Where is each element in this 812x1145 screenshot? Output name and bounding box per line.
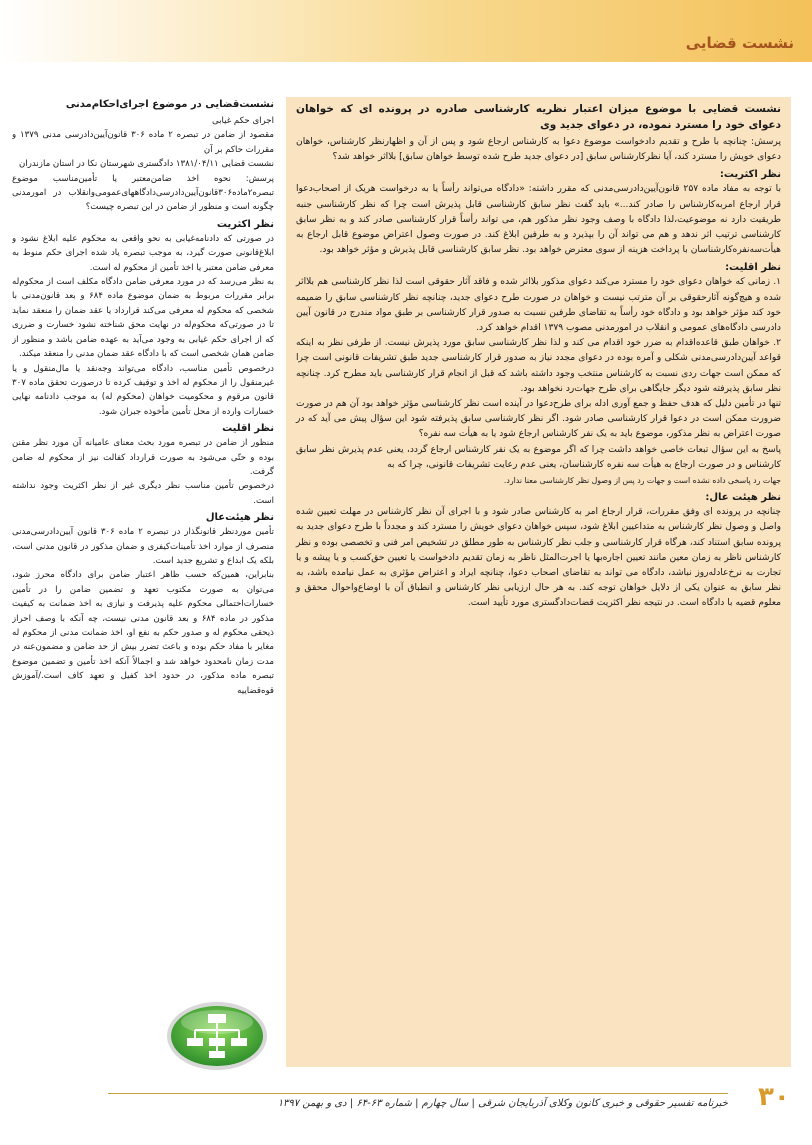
left-question: پرسش: نحوه اخذ ضامن‌معتبر یا تأمین‌مناسب موضوع تبصره۲ماده۳۰۶قانون‌آیین‌دادرسی‌دادگاههای‌عمومی‌وانقلاب در امورمدنی چگونه است و منظور از ضامن در این تبصره چیست؟ [12, 173, 274, 213]
left-minority-text-2: درخصوص تأمین مناسب نظر دیگری غیر از نظر اکثریت وجود نداشته است. [12, 481, 274, 506]
majority-text: با توجه به مفاد ماده ۲۵۷ قانون‌آیین‌دادرسی‌مدنی که مقرر داشته: «دادگاه می‌تواند رأساً یا به درخواست هریک از اصحاب‌دعوا قرار ارجاع امربه‌کارشناس را صادر کند...» باید گفت نظر سابق کارشناسی قابل پذیرش است چرا که نظر کارشناسی جنبه طریقیت دارد نه موضوعیت،لذا دادگاه با وصف وجود نظر مذکور هم، می تواند رأساً قرار کارشناسی صادر کند و به نظر سابق کارشناسی ترتیب اثر ندهد و هم می تواند آن را بپذیرد و به طرفین ابلاغ کند. در صورت وصول اعتراض موضوع قابل ارجاع به هیأت‌سه‌نفره‌کارشناسان با پرداخت هزینه از سوی معترض خواهد بود. نظر سابق کارشناسی قابل پذیرش و مؤثر خواهد بود. [296, 184, 782, 256]
question-text: پرسش: چنانچه با طرح و تقدیم دادخواست موضوع دعوا به کارشناس ارجاع شود و پس از آن و اظهارنظر کارشناس، خواهان دعوای خویش را مسترد کند، آیا نظرکارشناس سابق [در دعوای جدید طرح شده توسط خواهان سابق] بلااثر خواهد شد؟ [296, 137, 781, 163]
left-majority-heading: نظر اکثریت [216, 218, 274, 230]
left-majority-text-1: در صورتی که دادنامه‌غیابی به نحو واقعی به محکوم علیه ابلاغ نشود و ابلاغ‌قانونی صورت گیرد، به موجب تبصره یاد شده اجرای حکم منوط به معرفی ضامن معتبر یا اخذ تأمین از محکوم له است. [12, 233, 274, 273]
left-minority-text-1: منظور از ضامن در تبصره مورد بحث معنای عامیانه آن مورد نظر مقنن بوده و حتّی می‌شود به صورت قرارداد کفالت نیز از محکوم له ضامن گرفت. [12, 438, 274, 477]
left-session: نشست قضایی ۱۳۸۱/۰۴/۱۱ دادگستری شهرستان نکا در استان مازندران [19, 159, 274, 170]
footer-divider [108, 1093, 728, 1094]
left-majority-text-3: درخصوص تأمین مناسب، دادگاه می‌تواند وجه‌نقد یا مال‌منقول و یا غیرمنقول را از محکوم له اخذ و توقیف کرده تا درصورت تحقق ماده ۳۰۷ قانون مرقوم و محکومیت خواهان (محکوم له) به موجب دادنامه نهایی خسارات وارده از محل تأمین مأخوذه جبران شود. [12, 363, 274, 417]
left-subtitle: اجرای حکم غیابی [211, 116, 274, 126]
left-majority-text-2: به نظر می‌رسد که در مورد معرفی ضامن دادگاه مکلف است از محکوم‌له برابر مقررات مربوط به ضمان موضوع ماده ۶۸۴ و بعد قانون‌مدنی با شخصی که محکوم له معرفی می‌کند قرارداد یا عقد ضمان را منعقد نماید تا در صورتی‌که محکوم‌له در نهایت محق شناخته نشود خسارت و ضرری که از اجرای حکم غیابی به وجود می‌آید به عهده ضامن باشد و منظور از ضامن همان شخصی است که با دادگاه عقد ضمان مدنی را منعقد میکند. [12, 277, 274, 360]
left-article-title: نشست‌قضایی در موضوع اجرای‌احکام‌مدنی [65, 99, 274, 110]
left-board-text-1: تأمین موردنظر قانونگذار در تبصره ۲ ماده ۳۰۶ قانون آیین‌دادرسی‌مدنی منصرف از موارد اخذ تأمینات‌کیفری و ضمان مذکور در قانون مدنی است، بلکه یک ابداع و تشریع جدید است. [12, 527, 274, 566]
left-minority-heading: نظر اقلیت [222, 423, 274, 435]
left-article [12, 97, 274, 997]
minority-text-2: ۲. خواهان طبق قاعده‌اقدام به ضرر خود اقدام می کند و لذا نظر کارشناسی سابق مورد پذیرش نیست. از طرفی نظر به اینکه قواعد آیین‌دادرسی‌مدنی شکلی و آمره بوده در دعوای مجدد نیاز به صدور قرار کارشناسی جدید طبق تشریفات قانونی است چرا که ممکن است جهات ردی نسبت به کارشناس منتخب وجود داشته باشد که قبل از انجام قرار کارشناسی باید مطرح کرد. چنانچه نظر سابق پذیرفته شود دیگر جایگاهی برای طرح جهات‌رد نخواهد بود. [296, 338, 781, 394]
minority-small-text: جهات رد پاسخی داده نشده است و جهات رد پس از وصول نظر کارشناسی معنا ندارد. [503, 476, 781, 486]
page-number: ۳۰ [758, 1082, 790, 1112]
minority-text-1: ۱. زمانی که خواهان دعوای خود را مسترد می‌کند دعوای مذکور بلااثر شده و فاقد آثار حقوقی است لذا نظر کارشناسی هم بلااثر شده و هیچ‌گونه آثارحقوقی بر آن مترتب نیست و خواهان در صورت طرح دعوای جدید، چنانچه نظر کارشناسی سابق را ضمیمه خود کند مؤثر خواهد بود و دادگاه خود رأساً به تقاضای طرفین نسبت به صدور قرار کارشناسی بر طبق مواد مندرج در قانون آیین دادرسی دادگاه‌های عمومی و انقلاب در امورمدنی مصوب ۱۳۷۹ اقدام خواهد کرد. [296, 277, 781, 334]
majority-heading: نظر اکثریت: [719, 169, 781, 181]
board-heading: نظر هیئت عال: [705, 492, 781, 504]
network-diagram-icon [165, 1000, 269, 1072]
header-band [0, 0, 812, 62]
left-board-heading: نظر هیئت‌عال [205, 512, 274, 524]
article-title: نشست قضایی با موضوع میزان اعتبار نظریه کارشناسی صادره در پرونده ای که خواهان دعوای خود را مسترد نموده، در دعوای جدید وی [296, 103, 781, 131]
minority-text-4: پاسخ به این سؤال تبعات خاصی خواهد داشت چرا که اگر موضوع به یک نفر کارشناس ارجاع گردد، یعنی عدم پذیرش نظر سابق کارشناس و در صورت ارجاع به هیأت سه نفره کارشناسان، یعنی عدم رعایت تشریفات قانونی، چرا که به [296, 444, 781, 470]
left-board-text-2: بنابراین، همین‌که حسب ظاهر اعتبار ضامن برای دادگاه محرز شود، می‌توان به صورت مکتوب تعهد و تضمین ضامن را در تأمین خسارات‌احتمالی محکوم علیه پذیرفت و نیازی به اخذ ضمانت به کیفیت مذکور در ماده ۶۸۴ و بعد قانون مدنی نیست، چه آنکه با وصف احراز ذیحقی محکوم له و صدور حکم به نفع او، اخذ ضمانت مدنی از محکوم له مغایر با مفاد حکم بوده و باعث تضرر بیش از حد ضامن و مضمون‌عنه در مدت زمان نامحدود خواهد شد و اجمالاً آنکه اخذ تأمین و تضمین موضوع تبصره ماده مذکور، در حدود اخذ کفیل و تعهد کاف است./آموزش قوه‌قضاییه [12, 570, 274, 696]
minority-text-3: تنها در تأمین دلیل که هدف حفظ و جمع آوری ادله برای طرح‌دعوا در آینده است نظر کارشناسی مؤثر خواهد بود آن هم در صورت ضرورت ممکن است در دعوا قرار کارشناسی صادر شود. اگر نظر کارشناسی سابق پذیرفته شود این سؤال پیش می آید که در صورت اعتراض به نظر مذکور، موضوع باید به یک نفر کارشناس ارجاع شود یا به هیأت سه نفره؟ [296, 399, 781, 440]
board-text: چنانچه در پرونده ای وفق مقررات، قرار ارجاع امر به کارشناس صادر شود و با اجرای آن نظر کارشناس در مهلت تعیین شده واصل و وصول نظر کارشناس به متداعیین ابلاغ شود، سپس خواهان دعوای خویش را مسترد کند و مجدداً با طرح دعوای جدید به پرونده سابق استناد کند، هرگاه قرار کارشناسی و جلب نظر کارشناس به طور مطلق در تشخیص امر فنی و تخصصی بوده و نظر کارشناس ناظر به زمان معین مانند تعیین اجاره‌بها یا اجرت‌المثل ناظر به زمان تقدیم دادخواست یا تعیین حق‌کسب و یا پیشه و یا تجارت به نرخ‌عادله‌روز نباشد، دادگاه می تواند به تقاضای اصحاب دعوا، چنانچه ایراد و اعتراض مؤثری به عمل نیامده باشد، به نظر سابق به عنوان یکی از دلایل خواهان توجه کند. به هر حال ارزیابی نظر کارشناس و انطباق آن با اوضاع‌واحوال محقق و معلوم قضیه با دادگاه است. در نتیجه نظر اکثریت قضات‌دادگستری مورد تأیید است. [296, 507, 781, 609]
footer-text: خبرنامه تفسیر حقوقی و خبری کانون وکلای آذربایجان شرقی | سال چهارم | شماره ۶۳-۶۴ | دی و بهمن ۱۳۹۷ [277, 1098, 728, 1109]
right-article [286, 97, 791, 1067]
minority-heading: نظر اقلیت: [725, 262, 781, 274]
left-intro: مقصود از ضامن در تبصره ۲ ماده ۳۰۶ قانون‌آیین‌دادرسی مدنی ۱۳۷۹ و مقررات حاکم بر آن [12, 130, 274, 155]
section-title: نشست قضایی [685, 34, 794, 52]
